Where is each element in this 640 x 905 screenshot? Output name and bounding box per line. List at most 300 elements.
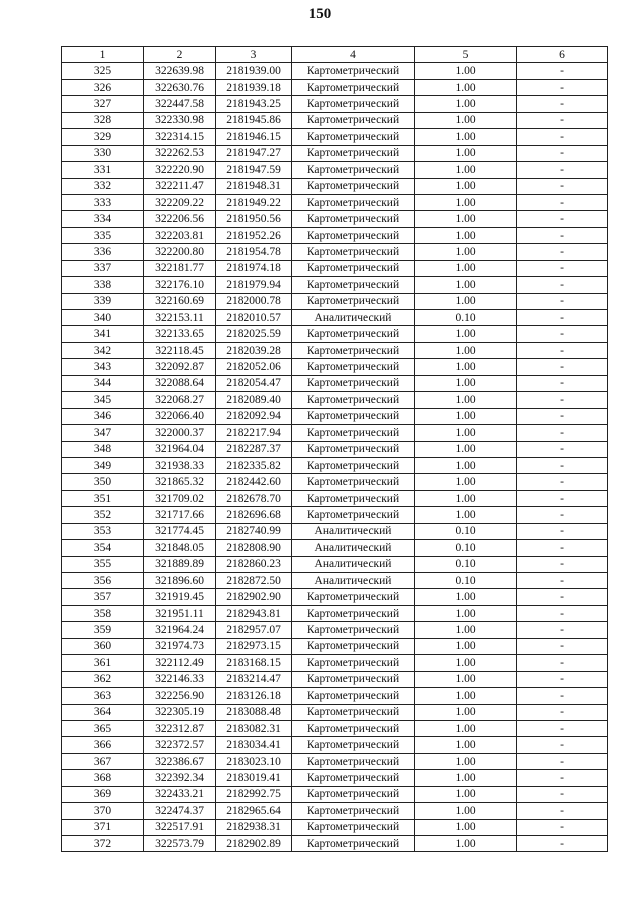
table-row [62, 457, 608, 473]
point-number-cell: 340 [62, 310, 144, 326]
table-body [62, 63, 608, 852]
note-cell: - [517, 540, 608, 556]
note-cell: - [517, 425, 608, 441]
point-number-cell: 346 [62, 408, 144, 424]
coordinate-x-cell: 322088.64 [144, 375, 216, 391]
point-number-cell: 342 [62, 342, 144, 358]
table-row [62, 803, 608, 819]
accuracy-cell: 1.00 [415, 375, 517, 391]
method-cell: Картометрический [292, 326, 415, 342]
coordinate-x-cell: 321865.32 [144, 474, 216, 490]
point-number-cell: 326 [62, 79, 144, 95]
point-number-cell: 362 [62, 671, 144, 687]
coordinate-y-cell: 2182054.47 [216, 375, 292, 391]
coordinate-y-cell: 2182957.07 [216, 622, 292, 638]
point-number-cell: 352 [62, 507, 144, 523]
note-cell: - [517, 655, 608, 671]
accuracy-cell: 0.10 [415, 523, 517, 539]
coordinate-y-cell: 2182010.57 [216, 310, 292, 326]
point-number-cell: 345 [62, 392, 144, 408]
table-row [62, 540, 608, 556]
method-cell: Аналитический [292, 540, 415, 556]
point-number-cell: 330 [62, 145, 144, 161]
point-number-cell: 363 [62, 688, 144, 704]
note-cell: - [517, 227, 608, 243]
accuracy-cell: 0.10 [415, 540, 517, 556]
coordinate-x-cell: 322433.21 [144, 786, 216, 802]
note-cell: - [517, 211, 608, 227]
accuracy-cell: 1.00 [415, 162, 517, 178]
coordinate-y-cell: 2181974.18 [216, 260, 292, 276]
coordinate-y-cell: 2182696.68 [216, 507, 292, 523]
method-cell: Картометрический [292, 375, 415, 391]
coordinate-y-cell: 2183088.48 [216, 704, 292, 720]
accuracy-cell: 1.00 [415, 720, 517, 736]
accuracy-cell: 0.10 [415, 556, 517, 572]
note-cell: - [517, 770, 608, 786]
coordinate-y-cell: 2183019.41 [216, 770, 292, 786]
coordinate-x-cell: 322118.45 [144, 342, 216, 358]
coordinates-table [61, 46, 608, 852]
point-number-cell: 366 [62, 737, 144, 753]
table-row [62, 556, 608, 572]
note-cell: - [517, 556, 608, 572]
table-row [62, 605, 608, 621]
accuracy-cell: 1.00 [415, 293, 517, 309]
coordinate-y-cell: 2181939.18 [216, 79, 292, 95]
point-number-cell: 332 [62, 178, 144, 194]
coordinate-y-cell: 2183023.10 [216, 753, 292, 769]
point-number-cell: 349 [62, 457, 144, 473]
column-header: 4 [292, 47, 415, 63]
accuracy-cell: 1.00 [415, 392, 517, 408]
coordinate-y-cell: 2181947.27 [216, 145, 292, 161]
coordinate-y-cell: 2182872.50 [216, 573, 292, 589]
note-cell: - [517, 720, 608, 736]
accuracy-cell: 1.00 [415, 441, 517, 457]
table-header-row [62, 47, 608, 63]
method-cell: Картометрический [292, 688, 415, 704]
point-number-cell: 328 [62, 112, 144, 128]
note-cell: - [517, 408, 608, 424]
coordinate-x-cell: 322068.27 [144, 392, 216, 408]
method-cell: Картометрический [292, 671, 415, 687]
accuracy-cell: 1.00 [415, 474, 517, 490]
table-row [62, 507, 608, 523]
point-number-cell: 334 [62, 211, 144, 227]
table-row [62, 425, 608, 441]
coordinate-x-cell: 322220.90 [144, 162, 216, 178]
point-number-cell: 333 [62, 194, 144, 210]
note-cell: - [517, 523, 608, 539]
note-cell: - [517, 803, 608, 819]
accuracy-cell: 1.00 [415, 96, 517, 112]
point-number-cell: 357 [62, 589, 144, 605]
accuracy-cell: 1.00 [415, 655, 517, 671]
accuracy-cell: 1.00 [415, 507, 517, 523]
coordinate-x-cell: 322160.69 [144, 293, 216, 309]
coordinate-y-cell: 2183214.47 [216, 671, 292, 687]
coordinate-x-cell: 322392.34 [144, 770, 216, 786]
table-row [62, 79, 608, 95]
note-cell: - [517, 573, 608, 589]
coordinate-x-cell: 322200.80 [144, 244, 216, 260]
point-number-cell: 359 [62, 622, 144, 638]
point-number-cell: 348 [62, 441, 144, 457]
point-number-cell: 353 [62, 523, 144, 539]
accuracy-cell: 1.00 [415, 622, 517, 638]
coordinate-y-cell: 2182442.60 [216, 474, 292, 490]
coordinate-y-cell: 2181939.00 [216, 63, 292, 79]
method-cell: Аналитический [292, 523, 415, 539]
coordinate-x-cell: 322372.57 [144, 737, 216, 753]
coordinate-x-cell: 322314.15 [144, 129, 216, 145]
accuracy-cell: 1.00 [415, 589, 517, 605]
coordinate-x-cell: 322203.81 [144, 227, 216, 243]
table-row [62, 178, 608, 194]
coordinate-y-cell: 2183034.41 [216, 737, 292, 753]
column-header: 5 [415, 47, 517, 63]
point-number-cell: 372 [62, 836, 144, 852]
table-row [62, 638, 608, 654]
accuracy-cell: 1.00 [415, 737, 517, 753]
note-cell: - [517, 79, 608, 95]
method-cell: Картометрический [292, 836, 415, 852]
method-cell: Картометрический [292, 408, 415, 424]
method-cell: Аналитический [292, 573, 415, 589]
table-row [62, 326, 608, 342]
coordinate-y-cell: 2182965.64 [216, 803, 292, 819]
note-cell: - [517, 310, 608, 326]
page-number: 150 [308, 6, 332, 22]
method-cell: Картометрический [292, 194, 415, 210]
coordinate-y-cell: 2182039.28 [216, 342, 292, 358]
point-number-cell: 337 [62, 260, 144, 276]
coordinate-y-cell: 2181948.31 [216, 178, 292, 194]
coordinate-y-cell: 2181943.25 [216, 96, 292, 112]
note-cell: - [517, 375, 608, 391]
point-number-cell: 341 [62, 326, 144, 342]
coordinate-x-cell: 322206.56 [144, 211, 216, 227]
table-row [62, 622, 608, 638]
coordinate-y-cell: 2182808.90 [216, 540, 292, 556]
note-cell: - [517, 244, 608, 260]
accuracy-cell: 1.00 [415, 145, 517, 161]
table-row [62, 96, 608, 112]
table-row [62, 145, 608, 161]
note-cell: - [517, 162, 608, 178]
table-row [62, 786, 608, 802]
method-cell: Картометрический [292, 260, 415, 276]
accuracy-cell: 1.00 [415, 605, 517, 621]
table-row [62, 737, 608, 753]
method-cell: Картометрический [292, 720, 415, 736]
coordinate-x-cell: 322474.37 [144, 803, 216, 819]
method-cell: Картометрический [292, 293, 415, 309]
table-row [62, 194, 608, 210]
method-cell: Картометрический [292, 227, 415, 243]
note-cell: - [517, 63, 608, 79]
coordinate-x-cell: 322092.87 [144, 359, 216, 375]
point-number-cell: 360 [62, 638, 144, 654]
accuracy-cell: 1.00 [415, 326, 517, 342]
accuracy-cell: 1.00 [415, 704, 517, 720]
point-number-cell: 331 [62, 162, 144, 178]
note-cell: - [517, 688, 608, 704]
coordinate-y-cell: 2182092.94 [216, 408, 292, 424]
table-row [62, 359, 608, 375]
coordinate-x-cell: 322066.40 [144, 408, 216, 424]
method-cell: Картометрический [292, 277, 415, 293]
method-cell: Картометрический [292, 704, 415, 720]
accuracy-cell: 1.00 [415, 359, 517, 375]
accuracy-cell: 1.00 [415, 227, 517, 243]
accuracy-cell: 1.00 [415, 671, 517, 687]
point-number-cell: 358 [62, 605, 144, 621]
point-number-cell: 350 [62, 474, 144, 490]
table-row [62, 227, 608, 243]
coordinate-x-cell: 322517.91 [144, 819, 216, 835]
coordinate-x-cell: 321896.60 [144, 573, 216, 589]
note-cell: - [517, 392, 608, 408]
column-header: 2 [144, 47, 216, 63]
table-row [62, 244, 608, 260]
note-cell: - [517, 293, 608, 309]
accuracy-cell: 1.00 [415, 194, 517, 210]
coordinate-x-cell: 322176.10 [144, 277, 216, 293]
coordinate-y-cell: 2182992.75 [216, 786, 292, 802]
method-cell: Картометрический [292, 655, 415, 671]
coordinate-x-cell: 322209.22 [144, 194, 216, 210]
note-cell: - [517, 326, 608, 342]
note-cell: - [517, 112, 608, 128]
table-row [62, 753, 608, 769]
note-cell: - [517, 277, 608, 293]
coordinate-y-cell: 2182025.59 [216, 326, 292, 342]
coordinate-x-cell: 322312.87 [144, 720, 216, 736]
point-number-cell: 365 [62, 720, 144, 736]
table-row [62, 293, 608, 309]
note-cell: - [517, 836, 608, 852]
point-number-cell: 335 [62, 227, 144, 243]
coordinate-x-cell: 322133.65 [144, 326, 216, 342]
point-number-cell: 370 [62, 803, 144, 819]
column-header: 1 [62, 47, 144, 63]
method-cell: Аналитический [292, 310, 415, 326]
accuracy-cell: 1.00 [415, 63, 517, 79]
coordinate-x-cell: 322630.76 [144, 79, 216, 95]
table-row [62, 819, 608, 835]
coordinate-y-cell: 2182678.70 [216, 490, 292, 506]
coordinate-x-cell: 322181.77 [144, 260, 216, 276]
method-cell: Картометрический [292, 638, 415, 654]
coordinate-y-cell: 2181979.94 [216, 277, 292, 293]
table-row [62, 688, 608, 704]
coordinate-x-cell: 321974.73 [144, 638, 216, 654]
table-row [62, 63, 608, 79]
coordinate-x-cell: 322305.19 [144, 704, 216, 720]
coordinate-x-cell: 322386.67 [144, 753, 216, 769]
accuracy-cell: 1.00 [415, 277, 517, 293]
note-cell: - [517, 737, 608, 753]
accuracy-cell: 1.00 [415, 753, 517, 769]
accuracy-cell: 1.00 [415, 786, 517, 802]
point-number-cell: 344 [62, 375, 144, 391]
table-row [62, 441, 608, 457]
note-cell: - [517, 96, 608, 112]
table-row [62, 211, 608, 227]
point-number-cell: 354 [62, 540, 144, 556]
accuracy-cell: 1.00 [415, 178, 517, 194]
coordinate-y-cell: 2182740.99 [216, 523, 292, 539]
accuracy-cell: 1.00 [415, 408, 517, 424]
coordinate-y-cell: 2181947.59 [216, 162, 292, 178]
method-cell: Картометрический [292, 425, 415, 441]
table-row [62, 671, 608, 687]
table-row [62, 260, 608, 276]
accuracy-cell: 1.00 [415, 638, 517, 654]
method-cell: Картометрический [292, 96, 415, 112]
table-row [62, 655, 608, 671]
table-row [62, 704, 608, 720]
note-cell: - [517, 194, 608, 210]
table-row [62, 523, 608, 539]
coordinate-y-cell: 2181954.78 [216, 244, 292, 260]
method-cell: Картометрический [292, 162, 415, 178]
coordinate-x-cell: 321717.66 [144, 507, 216, 523]
accuracy-cell: 0.10 [415, 310, 517, 326]
point-number-cell: 356 [62, 573, 144, 589]
coordinate-y-cell: 2182943.81 [216, 605, 292, 621]
table-row [62, 392, 608, 408]
table-row [62, 490, 608, 506]
note-cell: - [517, 589, 608, 605]
table-row [62, 589, 608, 605]
point-number-cell: 339 [62, 293, 144, 309]
accuracy-cell: 1.00 [415, 836, 517, 852]
accuracy-cell: 1.00 [415, 803, 517, 819]
point-number-cell: 368 [62, 770, 144, 786]
table-row [62, 112, 608, 128]
method-cell: Картометрический [292, 786, 415, 802]
coordinate-x-cell: 322330.98 [144, 112, 216, 128]
method-cell: Картометрический [292, 63, 415, 79]
accuracy-cell: 1.00 [415, 819, 517, 835]
method-cell: Картометрический [292, 457, 415, 473]
note-cell: - [517, 129, 608, 145]
table-row [62, 770, 608, 786]
coordinate-x-cell: 321964.24 [144, 622, 216, 638]
accuracy-cell: 1.00 [415, 490, 517, 506]
method-cell: Картометрический [292, 392, 415, 408]
point-number-cell: 327 [62, 96, 144, 112]
method-cell: Картометрический [292, 753, 415, 769]
accuracy-cell: 1.00 [415, 244, 517, 260]
accuracy-cell: 1.00 [415, 342, 517, 358]
method-cell: Картометрический [292, 490, 415, 506]
point-number-cell: 351 [62, 490, 144, 506]
table-row [62, 162, 608, 178]
coordinate-y-cell: 2182000.78 [216, 293, 292, 309]
coordinate-y-cell: 2182089.40 [216, 392, 292, 408]
column-header: 6 [517, 47, 608, 63]
method-cell: Картометрический [292, 79, 415, 95]
coordinate-x-cell: 321964.04 [144, 441, 216, 457]
point-number-cell: 329 [62, 129, 144, 145]
coordinate-y-cell: 2182902.89 [216, 836, 292, 852]
note-cell: - [517, 441, 608, 457]
note-cell: - [517, 490, 608, 506]
point-number-cell: 338 [62, 277, 144, 293]
point-number-cell: 347 [62, 425, 144, 441]
note-cell: - [517, 145, 608, 161]
table-row [62, 277, 608, 293]
point-number-cell: 336 [62, 244, 144, 260]
note-cell: - [517, 605, 608, 621]
method-cell: Картометрический [292, 474, 415, 490]
coordinate-y-cell: 2182335.82 [216, 457, 292, 473]
method-cell: Картометрический [292, 244, 415, 260]
coordinate-x-cell: 321919.45 [144, 589, 216, 605]
coordinate-x-cell: 322639.98 [144, 63, 216, 79]
coordinate-y-cell: 2183168.15 [216, 655, 292, 671]
table-row [62, 342, 608, 358]
method-cell: Картометрический [292, 605, 415, 621]
note-cell: - [517, 638, 608, 654]
method-cell: Картометрический [292, 112, 415, 128]
coordinate-x-cell: 322573.79 [144, 836, 216, 852]
coordinate-y-cell: 2183126.18 [216, 688, 292, 704]
table-row [62, 408, 608, 424]
coordinate-y-cell: 2182217.94 [216, 425, 292, 441]
coordinate-x-cell: 322112.49 [144, 655, 216, 671]
table-row [62, 720, 608, 736]
method-cell: Картометрический [292, 359, 415, 375]
coordinate-y-cell: 2182902.90 [216, 589, 292, 605]
coordinate-x-cell: 321848.05 [144, 540, 216, 556]
method-cell: Картометрический [292, 507, 415, 523]
coordinate-x-cell: 321889.89 [144, 556, 216, 572]
note-cell: - [517, 178, 608, 194]
point-number-cell: 364 [62, 704, 144, 720]
table-row [62, 474, 608, 490]
table-row [62, 375, 608, 391]
coordinate-x-cell: 321709.02 [144, 490, 216, 506]
note-cell: - [517, 622, 608, 638]
note-cell: - [517, 260, 608, 276]
accuracy-cell: 1.00 [415, 457, 517, 473]
method-cell: Картометрический [292, 178, 415, 194]
table-row [62, 310, 608, 326]
point-number-cell: 355 [62, 556, 144, 572]
coordinate-x-cell: 322262.53 [144, 145, 216, 161]
method-cell: Картометрический [292, 342, 415, 358]
coordinate-y-cell: 2181950.56 [216, 211, 292, 227]
point-number-cell: 325 [62, 63, 144, 79]
accuracy-cell: 1.00 [415, 688, 517, 704]
coordinate-x-cell: 322146.33 [144, 671, 216, 687]
method-cell: Картометрический [292, 441, 415, 457]
note-cell: - [517, 671, 608, 687]
coordinate-y-cell: 2181949.22 [216, 194, 292, 210]
coordinate-y-cell: 2182860.23 [216, 556, 292, 572]
table-row [62, 836, 608, 852]
coordinate-x-cell: 322153.11 [144, 310, 216, 326]
point-number-cell: 343 [62, 359, 144, 375]
coordinate-y-cell: 2182052.06 [216, 359, 292, 375]
note-cell: - [517, 457, 608, 473]
point-number-cell: 367 [62, 753, 144, 769]
